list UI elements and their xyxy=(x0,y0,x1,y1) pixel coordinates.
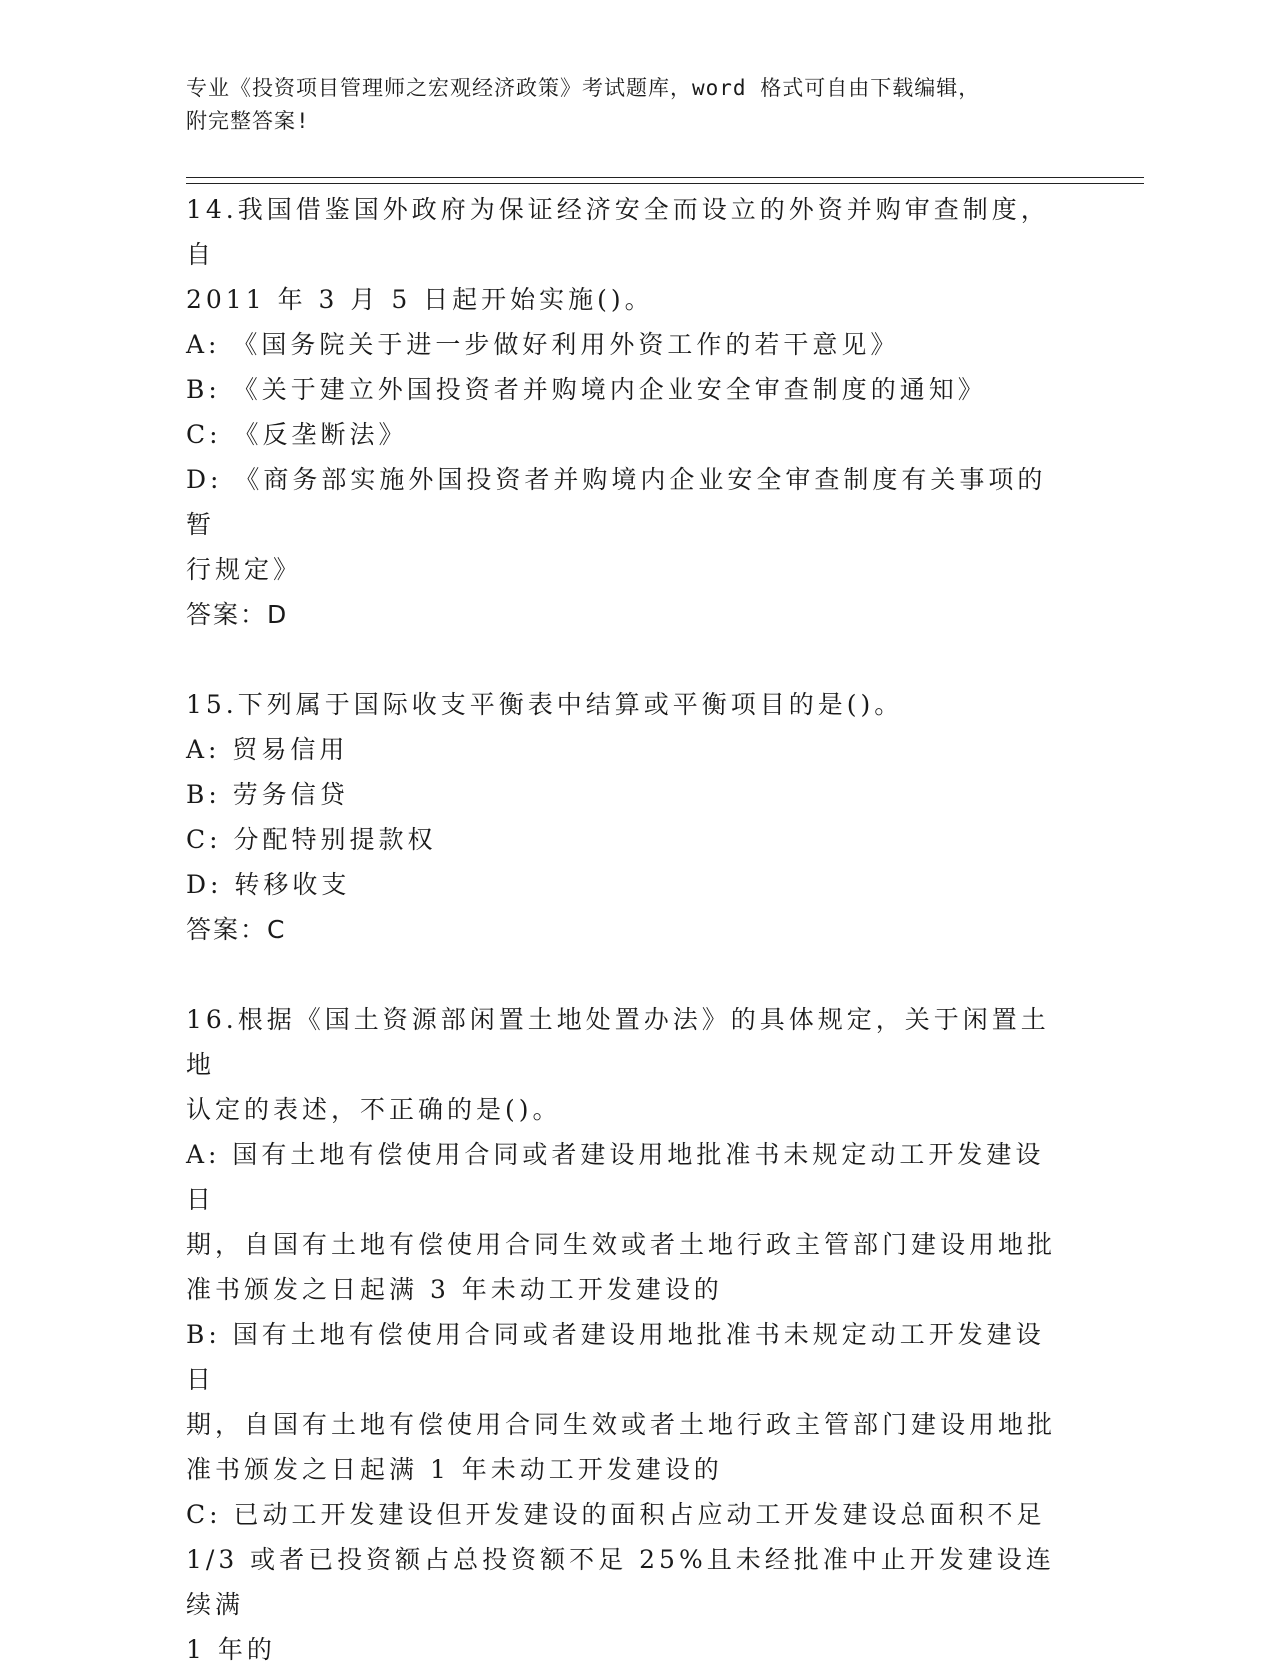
option-c-continued: 1/3 或者已投资额占总投资额不足 25%且未经批准中止开发建设连续满 xyxy=(186,1545,1055,1619)
question-stem-line: 14.我国借鉴国外政府为保证经济安全而设立的外资并购审查制度，自 xyxy=(186,195,1050,269)
option-a-continued: 准书颁发之日起满 3 年未动工开发建设的 xyxy=(186,1275,723,1304)
question-14 xyxy=(186,187,1066,637)
answer-label: 答案：C xyxy=(186,915,287,944)
document-header xyxy=(186,72,1066,138)
question-stem-line: 16.根据《国土资源部闲置土地处置办法》的具体规定，关于闲置土地 xyxy=(186,1005,1050,1079)
option-a: A: 贸易信用 xyxy=(186,735,349,764)
option-b-continued: 准书颁发之日起满 1 年未动工开发建设的 xyxy=(186,1455,723,1484)
header-line-1: 专业《投资项目管理师之宏观经济政策》考试题库，word 格式可自由下载编辑， xyxy=(186,76,981,100)
option-b: B: 《关于建立外国投资者并购境内企业安全审查制度的通知》 xyxy=(186,375,987,404)
option-b-continued: 期，自国有土地有偿使用合同生效或者土地行政主管部门建设用地批 xyxy=(186,1410,1057,1439)
question-spacer xyxy=(186,637,1066,682)
option-b: B: 劳务信贷 xyxy=(186,780,349,809)
option-b: B: 国有土地有偿使用合同或者建设用地批准书未规定动工开发建设日 xyxy=(186,1320,1045,1394)
question-stem-line: 15.下列属于国际收支平衡表中结算或平衡项目的是()。 xyxy=(186,690,904,719)
header-divider-top xyxy=(186,177,1144,178)
question-list xyxy=(186,187,1066,1672)
question-16 xyxy=(186,997,1066,1672)
option-d: D: 转移收支 xyxy=(186,870,351,899)
option-d: D: 《商务部实施外国投资者并购境内企业安全审查制度有关事项的暂 xyxy=(186,465,1047,539)
option-c-continued: 1 年的 xyxy=(186,1635,276,1664)
header-divider-bottom xyxy=(186,183,1144,184)
option-a: A: 《国务院关于进一步做好利用外资工作的若干意见》 xyxy=(186,330,900,359)
header-line-2: 附完整答案! xyxy=(186,109,310,133)
option-c: C: 《反垄断法》 xyxy=(186,420,408,449)
option-d-continued: 行规定》 xyxy=(186,555,303,584)
option-a: A: 国有土地有偿使用合同或者建设用地批准书未规定动工开发建设日 xyxy=(186,1140,1045,1214)
question-spacer xyxy=(186,952,1066,997)
option-a-continued: 期，自国有土地有偿使用合同生效或者土地行政主管部门建设用地批 xyxy=(186,1230,1057,1259)
question-stem-line: 认定的表述，不正确的是()。 xyxy=(186,1095,562,1124)
option-c: C: 分配特别提款权 xyxy=(186,825,437,854)
question-15 xyxy=(186,682,1066,952)
question-stem-line: 2011 年 3 月 5 日起开始实施()。 xyxy=(186,285,654,314)
option-c: C: 已动工开发建设但开发建设的面积占应动工开发建设总面积不足 xyxy=(186,1500,1046,1529)
answer-label: 答案：D xyxy=(186,600,289,629)
